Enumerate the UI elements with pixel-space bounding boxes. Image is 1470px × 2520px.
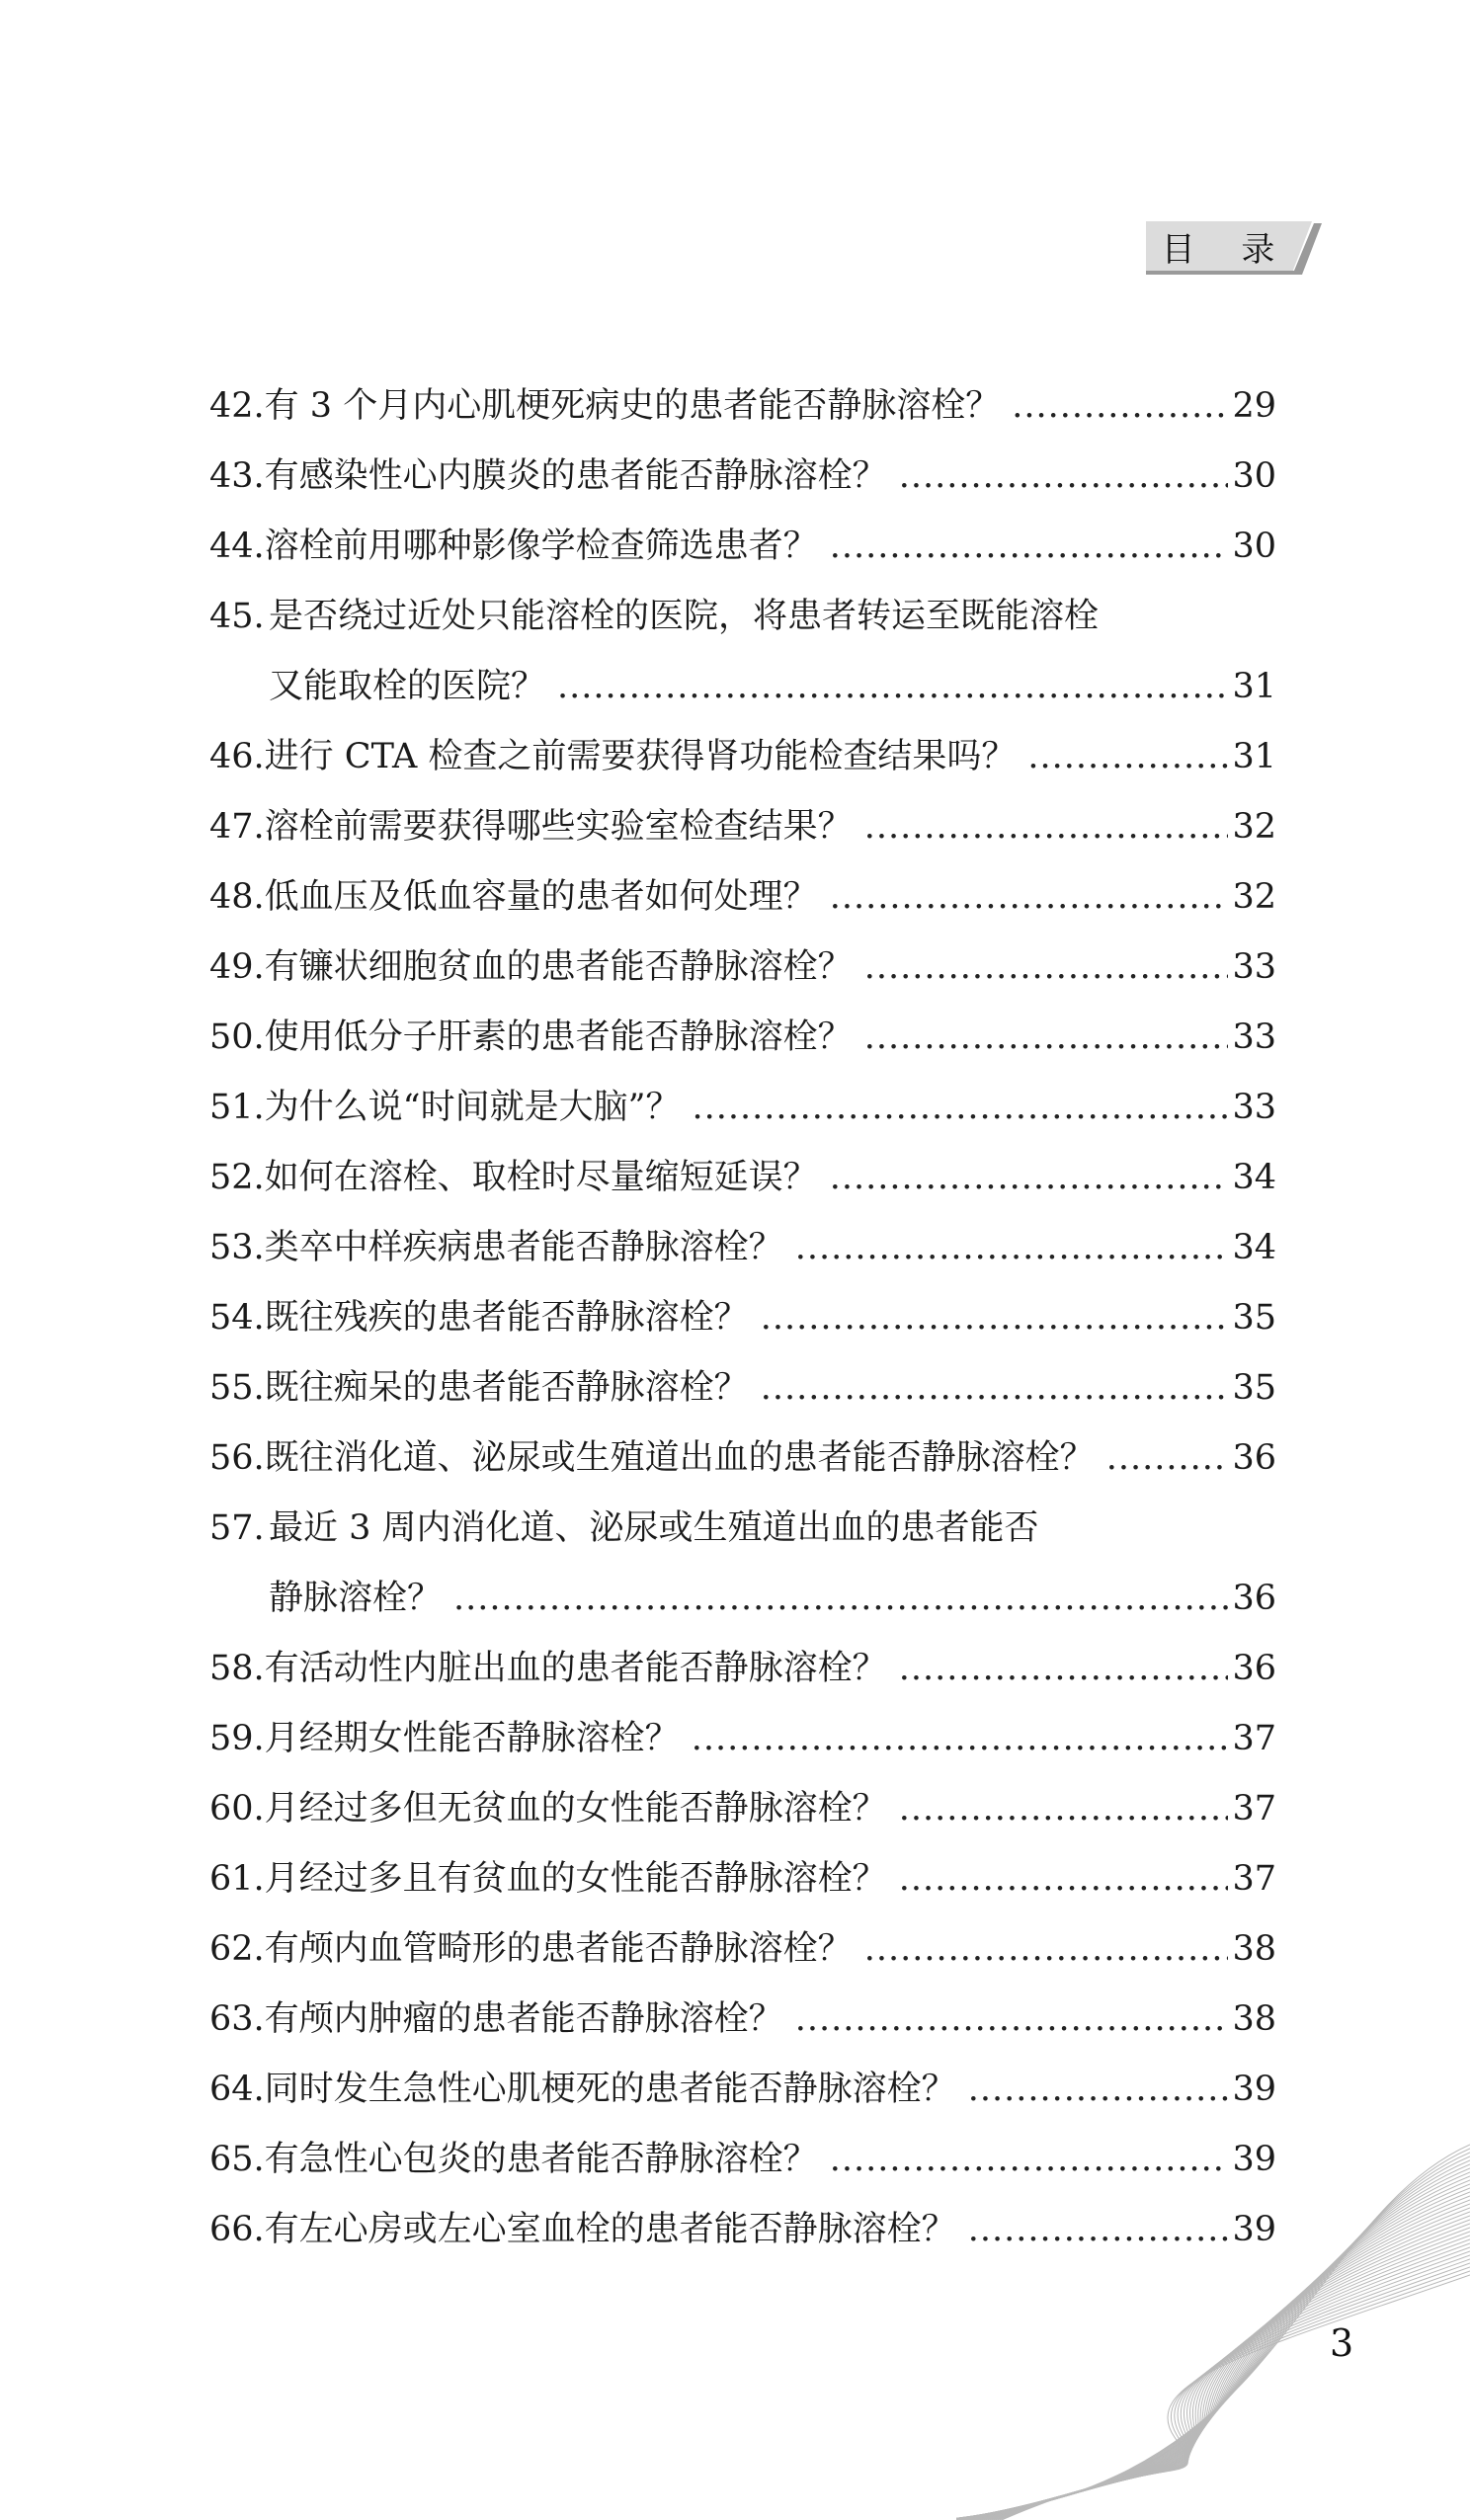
- wave-line: [962, 2196, 1470, 2520]
- toc-number: 44.: [209, 527, 265, 566]
- toc-line: [209, 792, 1276, 862]
- table-of-contents: [209, 371, 1276, 2265]
- toc-page-number: 38: [1232, 1929, 1276, 1969]
- toc-line: [209, 862, 1276, 933]
- toc-title: 有左心房或左心室血栓的患者能否静脉溶栓？: [264, 2210, 956, 2249]
- dot-leader: [1106, 1423, 1229, 1494]
- toc-title: 有颅内血管畸形的患者能否静脉溶栓？: [264, 1929, 853, 1969]
- toc-number: 50.: [209, 1017, 265, 1057]
- toc-title: 既往消化道、泌尿或生殖道出血的患者能否静脉溶栓？: [264, 1438, 1095, 1478]
- dot-leader: [795, 1213, 1229, 1283]
- toc-number: 46.: [209, 737, 265, 776]
- dot-leader: [692, 1704, 1229, 1774]
- toc-line: [209, 1914, 1276, 1985]
- toc-title: 月经过多且有贫血的女性能否静脉溶栓？: [264, 1859, 887, 1899]
- toc-line: [209, 582, 1276, 652]
- toc-entry[interactable]: [209, 1283, 1276, 1353]
- toc-page-number: 32: [1232, 807, 1276, 847]
- toc-number: 63.: [209, 1999, 265, 2039]
- toc-page-number: 35: [1232, 1298, 1276, 1338]
- toc-number: 55.: [209, 1368, 265, 1408]
- header-title: 目 录: [1161, 229, 1293, 270]
- toc-number: 53.: [209, 1228, 265, 1267]
- toc-line: [209, 1494, 1276, 1564]
- wave-line: [976, 2224, 1470, 2520]
- toc-title: 又能取栓的医院？: [269, 667, 546, 706]
- dot-leader: [1012, 371, 1228, 442]
- toc-number: 51.: [209, 1088, 265, 1127]
- wave-line: [958, 2188, 1470, 2520]
- toc-page-number: 39: [1232, 2140, 1276, 2179]
- toc-line: [209, 1143, 1276, 1213]
- wave-line: [956, 2153, 1470, 2520]
- toc-entry[interactable]: [209, 1634, 1276, 1704]
- toc-number: 59.: [209, 1719, 265, 1758]
- dot-leader: [899, 1634, 1229, 1704]
- wave-line: [978, 2228, 1470, 2520]
- wave-line: [974, 2220, 1470, 2520]
- toc-entry[interactable]: [209, 1914, 1276, 1985]
- dot-leader: [557, 652, 1228, 722]
- toc-line: [209, 1844, 1276, 1914]
- toc-number: 61.: [209, 1859, 265, 1899]
- toc-title: 低血压及低血容量的患者如何处理？: [264, 877, 818, 917]
- toc-page-number: 39: [1232, 2070, 1276, 2109]
- toc-title: 使用低分子肝素的患者能否静脉溶栓？: [264, 1017, 853, 1057]
- toc-entry[interactable]: [209, 582, 1276, 722]
- toc-number: 56.: [209, 1438, 265, 1478]
- toc-entry[interactable]: [209, 1213, 1276, 1283]
- toc-title: 月经过多但无贫血的女性能否静脉溶栓？: [264, 1789, 887, 1829]
- toc-line: [209, 1283, 1276, 1353]
- wave-line: [956, 2168, 1470, 2520]
- toc-number: 42.: [209, 386, 265, 426]
- toc-page-number: 32: [1232, 877, 1276, 917]
- toc-line: [209, 933, 1276, 1003]
- toc-line: [209, 1774, 1276, 1844]
- dot-leader: [830, 862, 1229, 933]
- toc-title: 是否绕过近处只能溶栓的医院，将患者转运至既能溶栓: [269, 597, 1100, 636]
- dot-leader: [761, 1283, 1229, 1353]
- toc-entry[interactable]: [209, 1143, 1276, 1213]
- toc-entry[interactable]: [209, 862, 1276, 933]
- dot-leader: [899, 1844, 1229, 1914]
- toc-title: 最近 3 周内消化道、泌尿或生殖道出血的患者能否: [269, 1508, 1039, 1548]
- toc-entry[interactable]: [209, 1353, 1276, 1423]
- toc-title: 有 3 个月内心肌梗死病史的患者能否静脉溶栓？: [264, 386, 1001, 426]
- toc-number: 66.: [209, 2210, 265, 2249]
- dot-leader: [864, 1914, 1229, 1985]
- toc-title: 如何在溶栓、取栓时尽量缩短延误？: [264, 1158, 818, 1197]
- toc-page-number: 37: [1232, 1789, 1276, 1829]
- toc-number: 57.: [209, 1508, 265, 1548]
- toc-title: 既往痴呆的患者能否静脉溶栓？: [264, 1368, 749, 1408]
- toc-entry[interactable]: [209, 1494, 1276, 1634]
- toc-title: 类卒中样疾病患者能否静脉溶栓？: [264, 1228, 783, 1267]
- toc-title: 月经期女性能否静脉溶栓？: [264, 1719, 680, 1758]
- toc-page-number: 36: [1232, 1649, 1276, 1688]
- toc-entry[interactable]: [209, 1003, 1276, 1073]
- section-header-tab: [1146, 219, 1334, 279]
- toc-line: [209, 442, 1276, 512]
- dot-leader: [864, 933, 1229, 1003]
- toc-page-number: 37: [1232, 1859, 1276, 1899]
- toc-line: [209, 722, 1276, 792]
- toc-title: 有镰状细胞贫血的患者能否静脉溶栓？: [264, 947, 853, 987]
- toc-title: 有急性心包炎的患者能否静脉溶栓？: [264, 2140, 818, 2179]
- toc-entry[interactable]: [209, 792, 1276, 862]
- toc-entry[interactable]: [209, 933, 1276, 1003]
- wave-line: [966, 2204, 1470, 2520]
- toc-page-number: 35: [1232, 1368, 1276, 1408]
- toc-entry[interactable]: [209, 1985, 1276, 2055]
- toc-page-number: 38: [1232, 1999, 1276, 2039]
- toc-entry[interactable]: [209, 722, 1276, 792]
- wave-line: [960, 2192, 1470, 2520]
- toc-entry[interactable]: [209, 1073, 1276, 1143]
- toc-title: 溶栓前用哪种影像学检查筛选患者？: [264, 527, 818, 566]
- toc-line: [209, 1213, 1276, 1283]
- wave-line: [956, 2164, 1470, 2520]
- dot-leader: [453, 1564, 1228, 1634]
- toc-entry[interactable]: [209, 371, 1276, 442]
- toc-line: [209, 2055, 1276, 2125]
- dot-leader: [830, 512, 1229, 582]
- decorative-waves: [956, 2125, 1470, 2520]
- toc-number: 58.: [209, 1649, 265, 1688]
- toc-title: 溶栓前需要获得哪些实验室检查结果？: [264, 807, 853, 847]
- toc-title: 静脉溶栓？: [269, 1579, 443, 1618]
- wave-line: [1000, 2271, 1470, 2520]
- toc-line: [209, 1985, 1276, 2055]
- toc-page-number: 36: [1232, 1438, 1276, 1478]
- dot-leader: [968, 2055, 1229, 2125]
- toc-entry[interactable]: [209, 1844, 1276, 1914]
- toc-title: 同时发生急性心肌梗死的患者能否静脉溶栓？: [264, 2070, 956, 2109]
- toc-line: [209, 1564, 1276, 1634]
- toc-line: [209, 1634, 1276, 1704]
- toc-line: [209, 1003, 1276, 1073]
- toc-number: 54.: [209, 1298, 265, 1338]
- toc-entry[interactable]: [209, 2055, 1276, 2125]
- toc-number: 49.: [209, 947, 265, 987]
- toc-number: 47.: [209, 807, 265, 847]
- toc-entry[interactable]: [209, 1423, 1276, 1494]
- toc-page-number: 36: [1232, 1579, 1276, 1618]
- toc-page-number: 30: [1232, 527, 1276, 566]
- toc-page-number: 37: [1232, 1719, 1276, 1758]
- wave-line: [1002, 2275, 1470, 2520]
- toc-title: 进行 CTA 检查之前需要获得肾功能检查结果吗？: [264, 737, 1017, 776]
- toc-number: 60.: [209, 1789, 265, 1829]
- toc-number: 52.: [209, 1158, 265, 1197]
- dot-leader: [795, 1985, 1229, 2055]
- toc-entry[interactable]: [209, 442, 1276, 512]
- toc-page-number: 29: [1232, 386, 1276, 426]
- toc-page-number: 39: [1232, 2210, 1276, 2249]
- toc-line: [209, 512, 1276, 582]
- toc-number: 65.: [209, 2140, 265, 2179]
- toc-page-number: 34: [1232, 1158, 1276, 1197]
- toc-title: 有活动性内脏出血的患者能否静脉溶栓？: [264, 1649, 887, 1688]
- dot-leader: [899, 1774, 1229, 1844]
- toc-page-number: 30: [1232, 456, 1276, 496]
- toc-line: [209, 1704, 1276, 1774]
- toc-title: 为什么说“时间就是大脑”？: [264, 1088, 681, 1127]
- toc-number: 48.: [209, 877, 265, 917]
- dot-leader: [864, 1003, 1229, 1073]
- toc-number: 43.: [209, 456, 265, 496]
- dot-leader: [692, 1073, 1228, 1143]
- toc-page-number: 31: [1232, 737, 1276, 776]
- toc-entry[interactable]: [209, 512, 1276, 582]
- toc-page-number: 34: [1232, 1228, 1276, 1267]
- dot-leader: [830, 1143, 1229, 1213]
- wave-line: [998, 2267, 1470, 2520]
- dot-leader: [864, 792, 1229, 862]
- toc-title: 有感染性心内膜炎的患者能否静脉溶栓？: [264, 456, 887, 496]
- page-number: 3: [1330, 2321, 1354, 2365]
- wave-line: [988, 2247, 1470, 2520]
- wave-line: [990, 2251, 1470, 2520]
- dot-leader: [1027, 722, 1228, 792]
- toc-number: 64.: [209, 2070, 265, 2109]
- toc-entry[interactable]: [209, 1774, 1276, 1844]
- wave-line: [964, 2200, 1470, 2520]
- toc-entry[interactable]: [209, 1704, 1276, 1774]
- toc-line: [209, 1073, 1276, 1143]
- toc-line: [209, 371, 1276, 442]
- toc-line: [209, 1353, 1276, 1423]
- toc-page-number: 33: [1232, 1088, 1276, 1127]
- toc-title: 既往残疾的患者能否静脉溶栓？: [264, 1298, 749, 1338]
- toc-number: 62.: [209, 1929, 265, 1969]
- toc-page-number: 33: [1232, 947, 1276, 987]
- toc-number: 45.: [209, 597, 265, 636]
- toc-page-number: 33: [1232, 1017, 1276, 1057]
- toc-title: 有颅内肿瘤的患者能否静脉溶栓？: [264, 1999, 783, 2039]
- dot-leader: [761, 1353, 1229, 1423]
- toc-line: [209, 652, 1276, 722]
- toc-page-number: 31: [1232, 667, 1276, 706]
- toc-line: [209, 1423, 1276, 1494]
- dot-leader: [899, 442, 1229, 512]
